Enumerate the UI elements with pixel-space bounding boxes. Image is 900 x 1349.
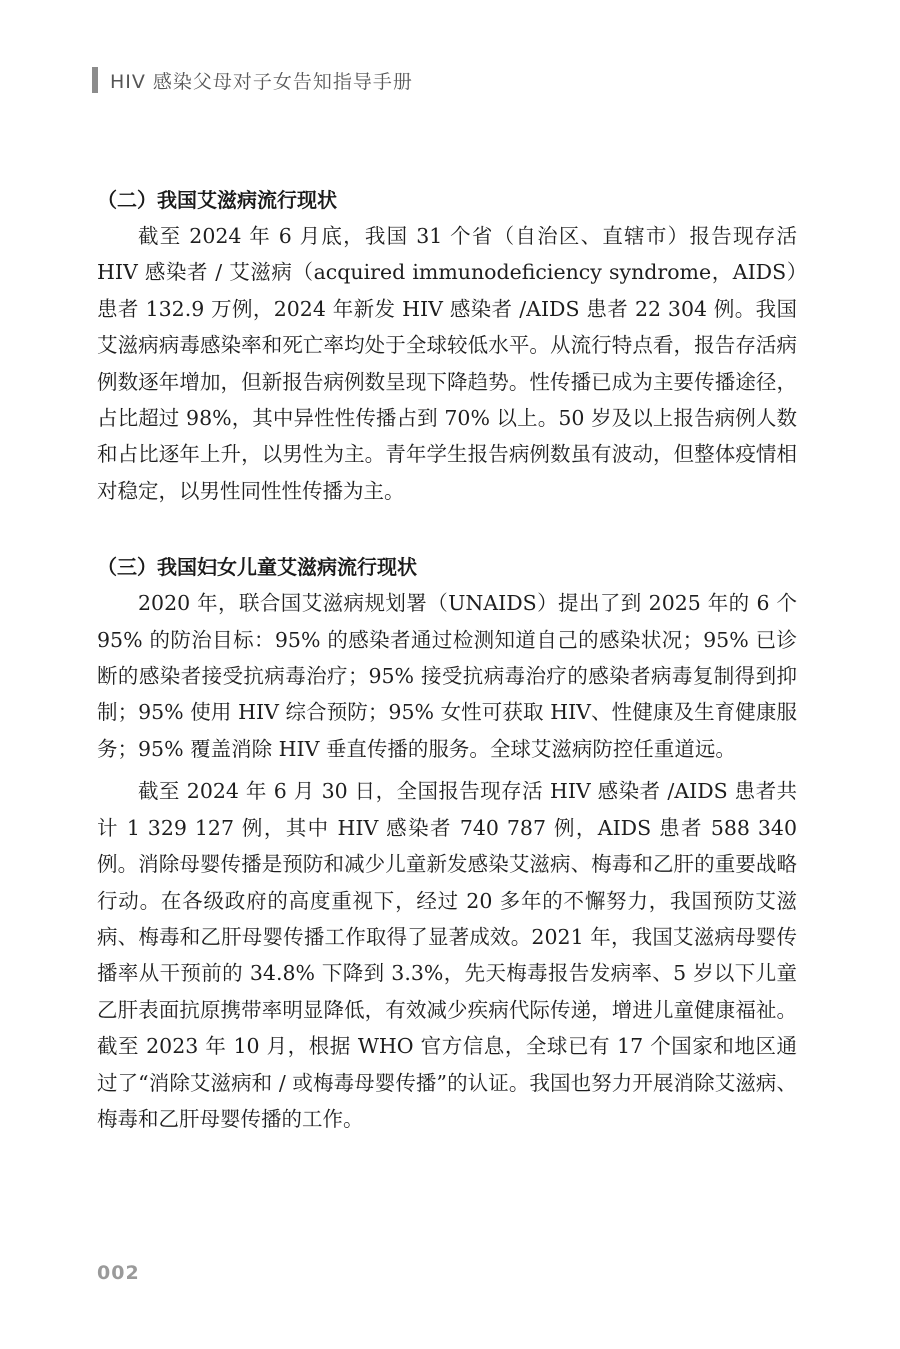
- running-header: [92, 66, 413, 94]
- page-body: [97, 182, 797, 1137]
- header-accent-bar: [92, 67, 98, 93]
- section-3-paragraph-2: 截至 2024 年 6 月 30 日，全国报告现存活 HIV 感染者 /AIDS 患者共计 1 329 127 例，其中 HIV 感染者 740 787 例，AIDS 患者 588 340 例。消除母婴传播是预防和减少儿童新发感染艾滋病、梅毒和乙肝的重要战略行动。在各级政府的高度重视下，经过 20 多年的不懈努力，我国预防艾滋病、梅毒和乙肝母婴传播工作取得了显著成效。2021 年，我国艾滋病母婴传播率从干预前的 34.8% 下降到 3.3%，先天梅毒报告发病率、5 岁以下儿童乙肝表面抗原携带率明显降低，有效减少疾病代际传递，增进儿童健康福祉。截至 2023 年 10 月，根据 WHO 官方信息，全球已有 17 个国家和地区通过了“消除艾滋病和 / 或梅毒母婴传播”的认证。我国也努力开展消除艾滋病、梅毒和乙肝母婴传播的工作。: [97, 779, 797, 1131]
- section-3-paragraph-1: 2020 年，联合国艾滋病规划署（UNAIDS）提出了到 2025 年的 6 个 95% 的防治目标：95% 的感染者通过检测知道自己的感染状况；95% 已诊断的感染者接受抗病毒治疗；95% 接受抗病毒治疗的感染者病毒复制得到抑制；95% 使用 HIV 综合预防；95% 女性可获取 HIV、性健康及生育健康服务；95% 覆盖消除 HIV 垂直传播的服务。全球艾滋病防控任重道远。: [97, 591, 797, 761]
- page-number: 002: [97, 1262, 140, 1284]
- section-heading-3: （三）我国妇女儿童艾滋病流行现状: [97, 555, 417, 580]
- section-2-paragraph-1: 截至 2024 年 6 月底，我国 31 个省（自治区、直辖市）报告现存活 HIV 感染者 / 艾滋病（acquired immunodeficiency syndrome，AIDS）患者 132.9 万例，2024 年新发 HIV 感染者 /AIDS 患者 22 304 例。我国艾滋病病毒感染率和死亡率均处于全球较低水平。从流行特点看，报告存活病例数逐年增加，但新报告病例数呈现下降趋势。性传播已成为主要传播途径，占比超过 98%，其中异性性传播占到 70% 以上。50 岁及以上报告病例人数和占比逐年上升，以男性为主。青年学生报告病例数虽有波动，但整体疫情相对稳定，以男性同性性传播为主。: [97, 224, 797, 503]
- book-title: HIV 感染父母对子女告知指导手册: [110, 70, 413, 93]
- section-heading-2: （二）我国艾滋病流行现状: [97, 188, 337, 212]
